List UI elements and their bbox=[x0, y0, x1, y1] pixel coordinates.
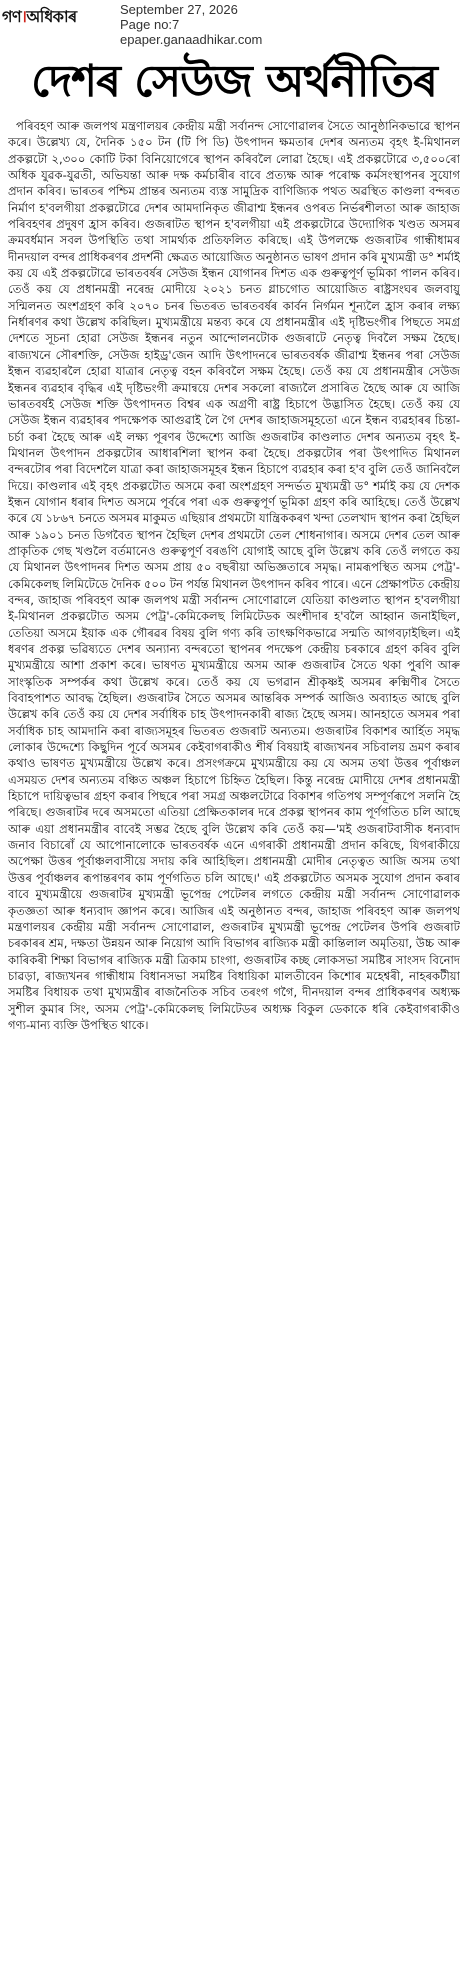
article-body bbox=[8, 118, 460, 1964]
epaper-url[interactable]: epaper.ganaadhikar.com bbox=[120, 32, 263, 47]
logo-part-adhikar: অধিকাৰ bbox=[26, 7, 77, 26]
article-paragraph: পৰিবহণ আৰু জলপথ মন্ত্ৰণালয়ৰ কেন্দ্ৰীয় মন্ত্ৰী সৰ্বানন্দ সোণোৱালৰ সৈতে আনুষ্ঠানিকভাৱে স্থাপন কৰে। উল্লেখ্য যে, দৈনিক ১৫০ টন (টি পি ডি) উৎপাদন ক্ষমতাৰ দেশৰ অন্যতম বৃহৎ ই-মিথানল প্ৰকল্পটো ২,৩০০ কোটি টকা বিনিয়োগেৰে স্থাপন কৰিবলৈ লোৱা হৈছে। এই প্ৰকল্পটোৱে ৩,৫০০ৰো অধিক যুৱক-যুৱতী, অভিযন্তা আৰু দক্ষ কৰ্মচাৰীৰ বাবে প্ৰত্যক্ষ আৰু পৰোক্ষ কৰ্মসংস্থাপনৰ সুযোগ প্ৰদান কৰিব। ভাৰতৰ পশ্চিম প্ৰান্তৰ অন্যতম ব্যস্ত সামুদ্ৰিক বাণিজ্যিক পথত অৱস্থিত কাণ্ডলা বন্দৰত নিৰ্মাণ হ'বলগীয়া প্ৰকল্পটোৱে দেশৰ আমদানিকৃত জীৱাশ্ম ইন্ধনৰ ওপৰত নিৰ্ভৰশীলতা আৰু জাহাজ পৰিবহণৰ প্ৰদুষণ হ্ৰাস কৰিব। গুজৰাটত স্থাপন হ'বলগীয়া এই প্ৰকল্পটোৱে উদ্যোগিক খণ্ডত অসমৰ ক্ৰমবৰ্ধমান সবল উপস্থিতি তথা সামৰ্থ্যক প্ৰতিফলিত কৰিছে। এই উপলক্ষে গুজৰাটৰ গান্ধীধামৰ দীনদয়াল বন্দৰ প্ৰাধিকৰণৰ প্ৰদৰ্শনী ক্ষেত্ৰত আয়োজিত অনুষ্ঠানত ভাষণ প্ৰদান কৰি মুখ্যমন্ত্ৰী ড° শৰ্মাই কয় যে এই প্ৰকল্পটোৱে ভাৰতবৰ্ষৰ সেউজ ইন্ধন যোগানৰ দিশত এক গুৰুত্বপূৰ্ণ ভূমিকা পালন কৰিব। তেওঁ কয় যে প্ৰধানমন্ত্ৰী নৰেন্দ্ৰ মোদীয়ে ২০২১ চনত গ্লাচগোত আয়োজিত ৰাষ্ট্ৰসংঘৰ জলবায়ু সন্মিলনত অংশগ্ৰহণ কৰি ২০৭০ চনৰ ভিতৰত ভাৰতবৰ্ষৰ কাৰ্বন নিৰ্গমন শূন্যলৈ হ্ৰাস কৰাৰ লক্ষ্য নিৰ্ধাৰণৰ কথা উল্লেখ কৰিছিল। মুখ্যমন্ত্ৰীয়ে মন্তব্য কৰে যে প্ৰধানমন্ত্ৰীৰ এই দৃষ্টিভংগীৰ পিছতে সমগ্ৰ দেশতে সূচনা হোৱা সেউজ ইন্ধনৰ নতুন আন্দোলনটোক গুজৰাটে নেতৃত্ব দিবলৈ সক্ষম হৈছে। ৰাজ্যখনে সৌৰশক্তি, সেউজ হাইড্ৰ'জেন আদি উৎপাদনৰে ভাৰতবৰ্ষক জীৱাশ্ম ইন্ধনৰ পৰা সেউজ ইন্ধন ব্যৱহাৰলৈ হোৱা যাত্ৰাৰ নেতৃত্ব বহন কৰিবলৈ সক্ষম হৈছে। তেওঁ কয় যে প্ৰধানমন্ত্ৰীৰ সেউজ ইন্ধনৰ ব্যৱহাৰ বৃদ্ধিৰ এই দৃষ্টিভংগী ক্ৰমান্বয়ে দেশৰ সকলো ৰাজ্যলৈ প্ৰসাৰিত হৈছে আৰু যে আজি ভাৰতবৰ্ষই সেউজ শক্তি উৎপাদনত বিশ্বৰ এক অগ্ৰণী ৰাষ্ট্ৰ হিচাপে উদ্ভাসিত হৈছে। তেওঁ কয় যে সেউজ ইন্ধন ব্যৱহাৰৰ পদক্ষেপক আগুৱাই লৈ গৈ দেশৰ জাহাজসমূহতো এনে ইন্ধন ব্যৱহাৰৰ চিন্তা-চৰ্চা কৰা হৈছে আৰু এই লক্ষ্য পূৰণৰ উদ্দেশ্যে আজি গুজৰাটৰ কাণ্ডলাত দেশৰ অন্যতম বৃহৎ ই-মিথানল উৎপাদন প্ৰকল্পটোৰ আধাৰশিলা স্থাপন কৰা হৈছে। প্ৰকল্পটোৰ পৰা উৎপাদিত মিথানল বন্দৰটোৰ পৰা বিদেশলৈ যাত্ৰা কৰা জাহাজসমূহৰ ইন্ধন হিচাপে ব্যৱহাৰ কৰা হ'ব বুলি তেওঁ জানিবলৈ দিয়ে। কাণ্ডলাৰ এই বৃহৎ প্ৰকল্পটোত অসমে কৰা অংশগ্ৰহণ সন্দৰ্ভত মুখ্যমন্ত্ৰী ড° শৰ্মাই কয় যে দেশক ইন্ধন যোগান ধৰাৰ দিশত অসমে পূৰ্বৰে পৰা এক গুৰুত্বপূৰ্ণ ভূমিকা গ্ৰহণ কৰি আহিছে। তেওঁ উল্লেখ কৰে যে ১৮৬৭ চনতে অসমৰ মাকুমত এছিয়াৰ প্ৰথমটো যান্ত্ৰিককৰণ খন্দা তেলখাদ স্থাপন কৰা হৈছিল আৰু ১৯০১ চনত ডিগবৈত স্থাপন হৈছিল দেশৰ প্ৰথমটো তেল শোধনাগাৰ। অসমে দেশৰ তেল আৰু প্ৰাকৃতিক গেছ খণ্ডলৈ বৰ্তমানেও গুৰুত্বপূৰ্ণ বৰঙণি যোগাই আছে বুলি উল্লেখ কৰি তেওঁ লগতে কয় যে মিথানল উৎপাদনৰ দিশত অসম প্ৰায় ৫০ বছৰীয়া অভিজ্ঞতাৰে সমৃদ্ধ। নামৰূপস্থিত অসম পেট্ৰ'-কেমিকেলছ লিমিটেডে দৈনিক ৫০০ টন পৰ্যন্ত মিথানল উৎপাদন কৰিব পাৰে। এনে প্ৰেক্ষাপটত কেন্দ্ৰীয় বন্দৰ, জাহাজ পৰিবহণ আৰু জলপথ মন্ত্ৰী সৰ্বানন্দ সোণোৱালে যেতিয়া কাণ্ডলাত স্থাপন হ'বলগীয়া ই-মিথানল প্ৰকল্পটোত অসম পেট্ৰ'-কেমিকেলছ লিমিটেডক অংশীদাৰ হ'বলৈ আহ্বান জনাইছিল, তেতিয়া অসমে ইয়াক এক গৌৰৱৰ বিষয় বুলি গণ্য কৰি তাৎক্ষণিকভাৱে সন্মতি আগবঢ়াইছিল। এই ধৰণৰ প্ৰকল্প ভৱিষ্যতে দেশৰ অন্যান্য বন্দৰতো স্থাপনৰ পদক্ষেপ কেন্দ্ৰীয় চৰকাৰে গ্ৰহণ কৰিব বুলি মুখ্যমন্ত্ৰীয়ে আশা প্ৰকাশ কৰে। ভাষণত মুখ্যমন্ত্ৰীয়ে অসম আৰু গুজৰাটৰ সৈতে থকা পুৰণি আৰু সাংস্কৃতিক সম্পৰ্কৰ কথা উল্লেখ কৰে। তেওঁ কয় যে ভগৱান শ্ৰীকৃষ্ণই অসমৰ ৰুক্মিণীৰ সৈতে বিবাহপাশত আবদ্ধ হৈছিল। গুজৰাটৰ সৈতে অসমৰ আন্তৰিক সম্পৰ্ক আজিও অব্যাহত আছে বুলি উল্লেখ কৰি তেওঁ কয় যে দেশৰ সৰ্বাধিক চাহ উৎপাদনকাৰী ৰাজ্য হৈছে অসম। আনহাতে অসমৰ পৰা সৰ্বাধিক চাহ আমদানি কৰা ৰাজ্যসমূহৰ ভিতৰত গুজৰাট অন্যতম। গুজৰাটৰ বিকাশৰ আৰ্হিত সমৃদ্ধ লোকাৰ উদ্দেশ্যে কিছুদিন পূৰ্বে অসমৰ কেইবাগৰাকীও শীৰ্ষ বিষয়াই ৰাজ্যখনৰ সচিবালয় ভ্ৰমণ কৰাৰ কথাও ভাষণত মুখ্যমন্ত্ৰীয়ে উল্লেখ কৰে। প্ৰসংগক্ৰমে মুখ্যমন্ত্ৰীয়ে কয় যে অসম তথা উত্তৰ পূৰ্বাঞ্চল এসময়ত দেশৰ অন্যতম বঞ্চিত অঞ্চল হিচাপে চিহ্নিত হৈছিল। কিন্তু নৰেন্দ্ৰ মোদীয়ে দেশৰ প্ৰধানমন্ত্ৰী হিচাপে দায়িত্বভাৰ গ্ৰহণ কৰাৰ পিছৰে পৰা সমগ্ৰ অঞ্চলটোৱে বিকাশৰ গতিপথ সম্পূৰ্ণৰূপে সলনি হৈ পৰিছে। গুজৰাটৰ দৰে অসমতো এতিয়া প্ৰেক্ষিতকালৰ দৰে প্ৰকল্প স্থাপনৰ কাম পূৰ্ণগতিত চলি আছে আৰু এয়া প্ৰধানমন্ত্ৰীৰ বাবেই সম্ভৱ হৈছে বুলি উল্লেখ কৰি তেওঁ কয়—'মই গুজৰাটবাসীক ধন্যবাদ জনাব বিচাৰোঁ যে আপোনালোকে ভাৰতবৰ্ষক এনে এগৰাকী প্ৰধানমন্ত্ৰী প্ৰদান কৰিছে, যিগৰাকীয়ে অপেক্ষা উত্তৰ পূৰ্বাঞ্চলবাসীয়ে সদায় কৰি আহিছিল। প্ৰধানমন্ত্ৰী মোদীৰ নেতৃত্বত আজি অসম তথা উত্তৰ পূৰ্বাঞ্চলৰ ৰূপান্তৰণৰ কাম পূৰ্ণগতিত চলি আছে।' এই প্ৰকল্পটোত অসমক সুযোগ প্ৰদান কৰাৰ বাবে মুখ্যমন্ত্ৰীয়ে গুজৰাটৰ মুখ্যমন্ত্ৰী ভূপেন্দ্ৰ পেটেলৰ লগতে কেন্দ্ৰীয় মন্ত্ৰী সৰ্বানন্দ সোণোৱালক কৃতজ্ঞতা আৰু ধন্যবাদ জ্ঞাপন কৰে। আজিৰ এই অনুষ্ঠানত বন্দৰ, জাহাজ পৰিবহণ আৰু জলপথ মন্ত্ৰণালয়ৰ কেন্দ্ৰীয় মন্ত্ৰী সৰ্বানন্দ সোণোৱাল, গুজৰাটৰ মুখ্যমন্ত্ৰী ভূপেন্দ্ৰ পেটেলৰ উপৰি গুজৰাট চৰকাৰৰ শ্ৰম, দক্ষতা উন্নয়ন আৰু নিয়োগ আদি বিভাগৰ ৰাজ্যিক মন্ত্ৰী কান্তিলাল অমৃতিয়া, উচ্চ আৰু কাৰিকৰী শিক্ষা বিভাগৰ ৰাজ্যিক মন্ত্ৰী ত্ৰিকাম চাংগা, গুজৰাটৰ কচ্ছ লোকসভা সমষ্টিৰ সাংসদ বিনোদ চাৱড়া, ৰাজ্যখনৰ গান্ধীধাম বিধানসভা সমষ্টিৰ বিধায়িকা মালতীবেন কিশোৰ মহেশ্বৰী, নাহৰকটীয়া সমষ্টিৰ বিধায়ক তথা মুখ্যমন্ত্ৰীৰ ৰাজনৈতিক সচিব তৰংগ গগৈ, দীনদয়াল বন্দৰ প্ৰাধিকৰণৰ অধ্যক্ষ সুশীল কুমাৰ সিং, অসম পেট্ৰ'-কেমিকেলছ লিমিটেডৰ অধ্যক্ষ বিকুল ডেকাকে ধৰি কেইবাগৰাকীও গণ্য-মান্য ব্যক্তি উপস্থিত থাকে। bbox=[8, 119, 460, 1032]
logo-part-gana: গণ bbox=[2, 7, 22, 26]
edition-date: September 27, 2026 bbox=[120, 2, 238, 17]
edition-meta bbox=[120, 2, 262, 47]
article-headline: দেশৰ সেউজ অৰ্থনীতিৰ bbox=[31, 56, 437, 107]
page-number: Page no:7 bbox=[120, 17, 180, 32]
newspaper-logo bbox=[2, 4, 77, 31]
logo-separator: । bbox=[21, 7, 27, 26]
page-header bbox=[0, 0, 468, 52]
